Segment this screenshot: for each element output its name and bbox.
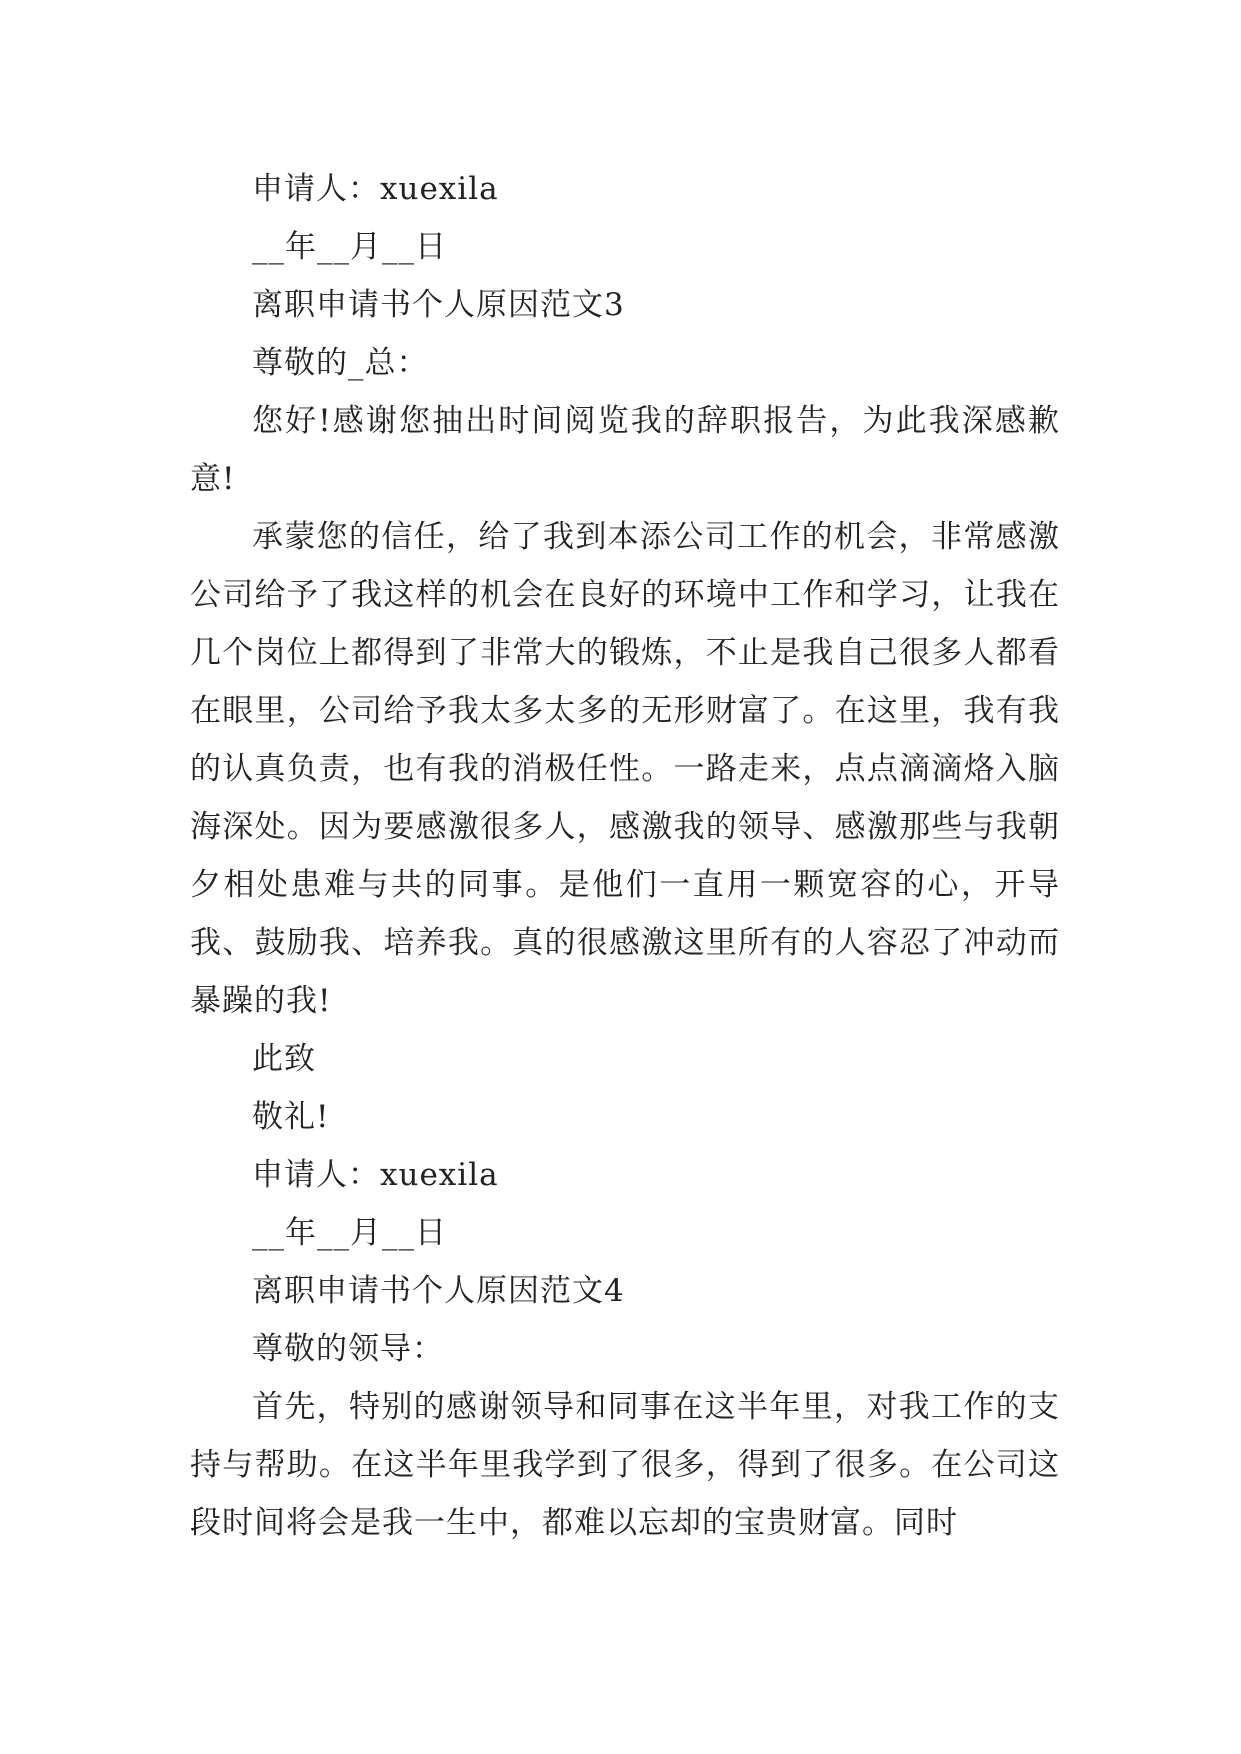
section-title: 离职申请书个人原因范文4 bbox=[252, 1273, 625, 1309]
closing-line: 此致 bbox=[252, 1041, 316, 1077]
body-paragraph: 首先，特别的感谢领导和同事在这半年里，对我工作的支持与帮助。在这半年里我学到了很多，得到了很多。在公司这段时间将会是我一生中，都难以忘却的宝贵财富。同时 bbox=[190, 1389, 1060, 1541]
closing-line: 敬礼! bbox=[252, 1099, 330, 1135]
applicant-line: 申请人：xuexila bbox=[252, 171, 499, 207]
document-page bbox=[190, 160, 1060, 1552]
section-title: 离职申请书个人原因范文3 bbox=[252, 287, 625, 323]
salutation: 尊敬的_总： bbox=[252, 345, 429, 381]
date-line: __年__月__日 bbox=[252, 1215, 447, 1251]
date-line: __年__月__日 bbox=[252, 229, 447, 265]
body-paragraph: 您好!感谢您抽出时间阅览我的辞职报告，为此我深感歉意! bbox=[190, 403, 1060, 497]
applicant-line: 申请人：xuexila bbox=[252, 1157, 499, 1193]
body-paragraph: 承蒙您的信任，给了我到本添公司工作的机会，非常感激公司给予了我这样的机会在良好的环境中工作和学习，让我在几个岗位上都得到了非常大的锻炼，不止是我自己很多人都看在眼里，公司给予我太多太多的无形财富了。在这里，我有我的认真负责，也有我的消极任性。一路走来，点点滴滴烙入脑海深处。因为要感激很多人，感激我的领导、感激那些与我朝夕相处患难与共的同事。是他们一直用一颗宽容的心，开导我、鼓励我、培养我。真的很感激这里所有的人容忍了冲动而暴躁的我! bbox=[190, 519, 1060, 1019]
salutation: 尊敬的领导： bbox=[252, 1331, 444, 1367]
